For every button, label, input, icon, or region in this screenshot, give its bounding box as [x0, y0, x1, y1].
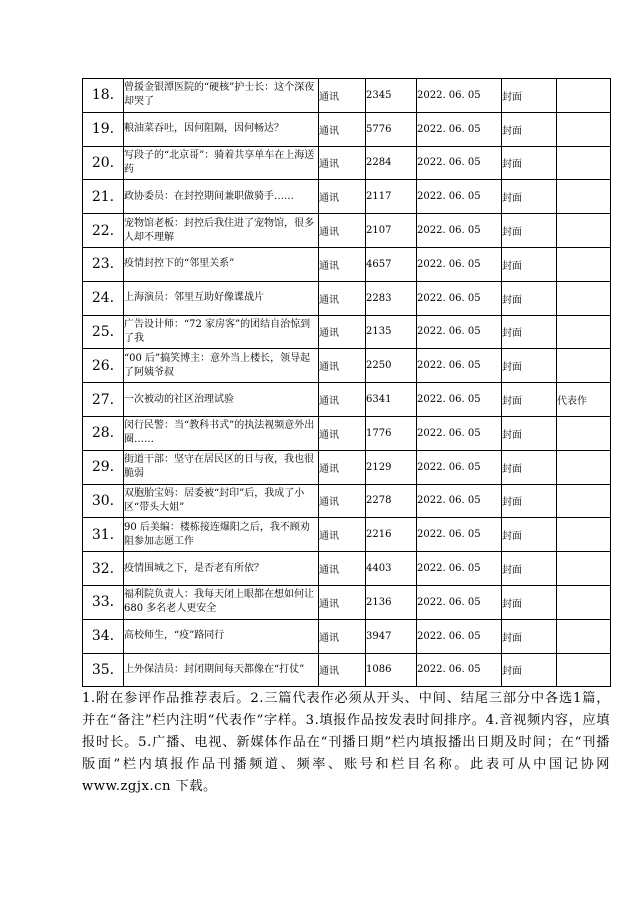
remark-cell: [557, 146, 611, 180]
work-genre-cell: 通讯: [319, 112, 366, 146]
table-row: [83, 146, 611, 180]
publish-page-cell: 封面: [502, 653, 557, 687]
word-count-cell: 2250: [366, 349, 417, 383]
remark-cell: [557, 281, 611, 315]
word-count-cell: 2216: [366, 518, 417, 552]
item-number-cell: 31.: [83, 518, 124, 552]
publish-date-cell: 2022. 06. 05: [417, 79, 502, 113]
item-number-cell: 21.: [83, 180, 124, 214]
publish-page-cell: 封面: [502, 518, 557, 552]
work-genre-cell: 通讯: [319, 281, 366, 315]
word-count-cell: 1086: [366, 653, 417, 687]
remark-cell: 代表作: [557, 383, 611, 417]
work-genre-cell: 通讯: [319, 383, 366, 417]
remark-cell: [557, 484, 611, 518]
publish-page-cell: 封面: [502, 450, 557, 484]
work-title-cell: 宠物馆老板：封控后我住进了宠物馆，很多人却不理解: [124, 214, 319, 248]
publish-page-cell: 封面: [502, 349, 557, 383]
item-number-cell: 34.: [83, 619, 124, 653]
publish-page-cell: 封面: [502, 247, 557, 281]
publish-date-cell: 2022. 06. 05: [417, 180, 502, 214]
table-row: [83, 383, 611, 417]
footnotes: 1.附在参评作品推荐表后。2.三篇代表作必须从开头、中间、结尾三部分中各选1篇，并在“备注”栏内注明“代表作”字样。3.填报作品按发表时间排序。4.音视频内容，应填报时长。5.广播、电视、新媒体作品在“刊播日期”栏内填报播出日期及时间；在“刊播版面”栏内填报作品刊播频道、频率、账号和栏目名称。此表可从中国记协网 www.zgjx.cn 下载。: [82, 691, 610, 794]
publish-date-cell: 2022. 06. 05: [417, 552, 502, 586]
remark-cell: [557, 619, 611, 653]
publish-date-cell: 2022. 06. 05: [417, 281, 502, 315]
item-number-cell: 18.: [83, 79, 124, 113]
publish-date-cell: 2022. 06. 05: [417, 349, 502, 383]
work-title-cell: 广告设计师：“72 家房客”的团结自治惊到了我: [124, 315, 319, 349]
remark-cell: [557, 450, 611, 484]
word-count-cell: 4657: [366, 247, 417, 281]
publish-page-cell: 封面: [502, 214, 557, 248]
works-table: [82, 78, 611, 687]
work-genre-cell: 通讯: [319, 214, 366, 248]
word-count-cell: 5776: [366, 112, 417, 146]
publish-page-cell: 封面: [502, 585, 557, 619]
work-title-cell: 闵行民警：当“教科书式”的执法视频意外出圈……: [124, 416, 319, 450]
work-genre-cell: 通讯: [319, 416, 366, 450]
work-title-cell: 疫情围城之下，是否老有所依？: [124, 552, 319, 586]
work-genre-cell: 通讯: [319, 79, 366, 113]
word-count-cell: 2135: [366, 315, 417, 349]
table-row: [83, 281, 611, 315]
table-row: [83, 552, 611, 586]
work-genre-cell: 通讯: [319, 619, 366, 653]
remark-cell: [557, 349, 611, 383]
item-number-cell: 33.: [83, 585, 124, 619]
publish-page-cell: 封面: [502, 180, 557, 214]
publish-page-cell: 封面: [502, 619, 557, 653]
work-title-cell: “00 后”搞笑博主：意外当上楼长，领导起了阿姨爷叔: [124, 349, 319, 383]
work-genre-cell: 通讯: [319, 315, 366, 349]
work-title-cell: 政协委员：在封控期间兼职做骑手……: [124, 180, 319, 214]
work-genre-cell: 通讯: [319, 349, 366, 383]
item-number-cell: 29.: [83, 450, 124, 484]
word-count-cell: 1776: [366, 416, 417, 450]
word-count-cell: 2129: [366, 450, 417, 484]
work-genre-cell: 通讯: [319, 146, 366, 180]
works-table-body: [83, 79, 611, 687]
publish-date-cell: 2022. 06. 05: [417, 450, 502, 484]
table-row: [83, 247, 611, 281]
word-count-cell: 2283: [366, 281, 417, 315]
publish-date-cell: 2022. 06. 05: [417, 416, 502, 450]
publish-date-cell: 2022. 06. 05: [417, 214, 502, 248]
item-number-cell: 24.: [83, 281, 124, 315]
work-title-cell: 街道干部：坚守在居民区的日与夜，我也很脆弱: [124, 450, 319, 484]
table-row: [83, 484, 611, 518]
item-number-cell: 25.: [83, 315, 124, 349]
item-number-cell: 28.: [83, 416, 124, 450]
publish-date-cell: 2022. 06. 05: [417, 484, 502, 518]
publish-date-cell: 2022. 06. 05: [417, 112, 502, 146]
item-number-cell: 23.: [83, 247, 124, 281]
table-row: [83, 416, 611, 450]
work-genre-cell: 通讯: [319, 484, 366, 518]
remark-cell: [557, 112, 611, 146]
table-row: [83, 315, 611, 349]
remark-cell: [557, 518, 611, 552]
remark-cell: [557, 585, 611, 619]
table-row: [83, 450, 611, 484]
publish-page-cell: 封面: [502, 146, 557, 180]
work-title-cell: 上海演员：邻里互助好像谍战片: [124, 281, 319, 315]
item-number-cell: 19.: [83, 112, 124, 146]
word-count-cell: 3947: [366, 619, 417, 653]
table-row: [83, 653, 611, 687]
table-row: [83, 79, 611, 113]
word-count-cell: 4403: [366, 552, 417, 586]
work-title-cell: 粮油菜吞吐，因何阻隔，因何畅达？: [124, 112, 319, 146]
work-title-cell: 90 后美编：楼栋接连爆阳之后，我不顾劝阻参加志愿工作: [124, 518, 319, 552]
publish-date-cell: 2022. 06. 05: [417, 619, 502, 653]
word-count-cell: 2345: [366, 79, 417, 113]
remark-cell: [557, 653, 611, 687]
remark-cell: [557, 180, 611, 214]
work-genre-cell: 通讯: [319, 518, 366, 552]
item-number-cell: 35.: [83, 653, 124, 687]
work-title-cell: 高校师生，“疫”路同行: [124, 619, 319, 653]
table-row: [83, 619, 611, 653]
remark-cell: [557, 552, 611, 586]
remark-cell: [557, 315, 611, 349]
word-count-cell: 2117: [366, 180, 417, 214]
remark-cell: [557, 79, 611, 113]
work-title-cell: 一次被动的社区治理试验: [124, 383, 319, 417]
work-title-cell: 福利院负责人：我每天闭上眼都在想如何让 680 多名老人更安全: [124, 585, 319, 619]
work-genre-cell: 通讯: [319, 552, 366, 586]
publish-page-cell: 封面: [502, 383, 557, 417]
remark-cell: [557, 416, 611, 450]
word-count-cell: 2107: [366, 214, 417, 248]
item-number-cell: 30.: [83, 484, 124, 518]
word-count-cell: 6341: [366, 383, 417, 417]
item-number-cell: 22.: [83, 214, 124, 248]
table-row: [83, 518, 611, 552]
table-row: [83, 585, 611, 619]
table-row: [83, 214, 611, 248]
work-title-cell: 疫情封控下的“邻里关系”: [124, 247, 319, 281]
table-row: [83, 180, 611, 214]
work-genre-cell: 通讯: [319, 653, 366, 687]
work-title-cell: 写段子的“北京哥”：骑着共享单车在上海送药: [124, 146, 319, 180]
publish-date-cell: 2022. 06. 05: [417, 383, 502, 417]
work-genre-cell: 通讯: [319, 585, 366, 619]
table-row: [83, 112, 611, 146]
item-number-cell: 20.: [83, 146, 124, 180]
table-row: [83, 349, 611, 383]
publish-page-cell: 封面: [502, 112, 557, 146]
publish-page-cell: 封面: [502, 79, 557, 113]
remark-cell: [557, 214, 611, 248]
work-title-cell: 双胞胎宝妈：居委被“封印”后，我成了小区“带头大姐”: [124, 484, 319, 518]
publish-page-cell: 封面: [502, 416, 557, 450]
publish-page-cell: 封面: [502, 484, 557, 518]
word-count-cell: 2284: [366, 146, 417, 180]
publish-date-cell: 2022. 06. 05: [417, 146, 502, 180]
remark-cell: [557, 247, 611, 281]
publish-page-cell: 封面: [502, 315, 557, 349]
publish-date-cell: 2022. 06. 05: [417, 247, 502, 281]
work-genre-cell: 通讯: [319, 180, 366, 214]
work-title-cell: 曾援金银潭医院的“硬核”护士长：这个深夜却哭了: [124, 79, 319, 113]
work-genre-cell: 通讯: [319, 247, 366, 281]
publish-date-cell: 2022. 06. 05: [417, 518, 502, 552]
publish-date-cell: 2022. 06. 05: [417, 315, 502, 349]
word-count-cell: 2278: [366, 484, 417, 518]
publish-date-cell: 2022. 06. 05: [417, 653, 502, 687]
work-title-cell: 上外保洁员：封闭期间每天都像在“打仗”: [124, 653, 319, 687]
publish-date-cell: 2022. 06. 05: [417, 585, 502, 619]
item-number-cell: 26.: [83, 349, 124, 383]
item-number-cell: 27.: [83, 383, 124, 417]
publish-page-cell: 封面: [502, 552, 557, 586]
work-genre-cell: 通讯: [319, 450, 366, 484]
publish-page-cell: 封面: [502, 281, 557, 315]
word-count-cell: 2136: [366, 585, 417, 619]
item-number-cell: 32.: [83, 552, 124, 586]
